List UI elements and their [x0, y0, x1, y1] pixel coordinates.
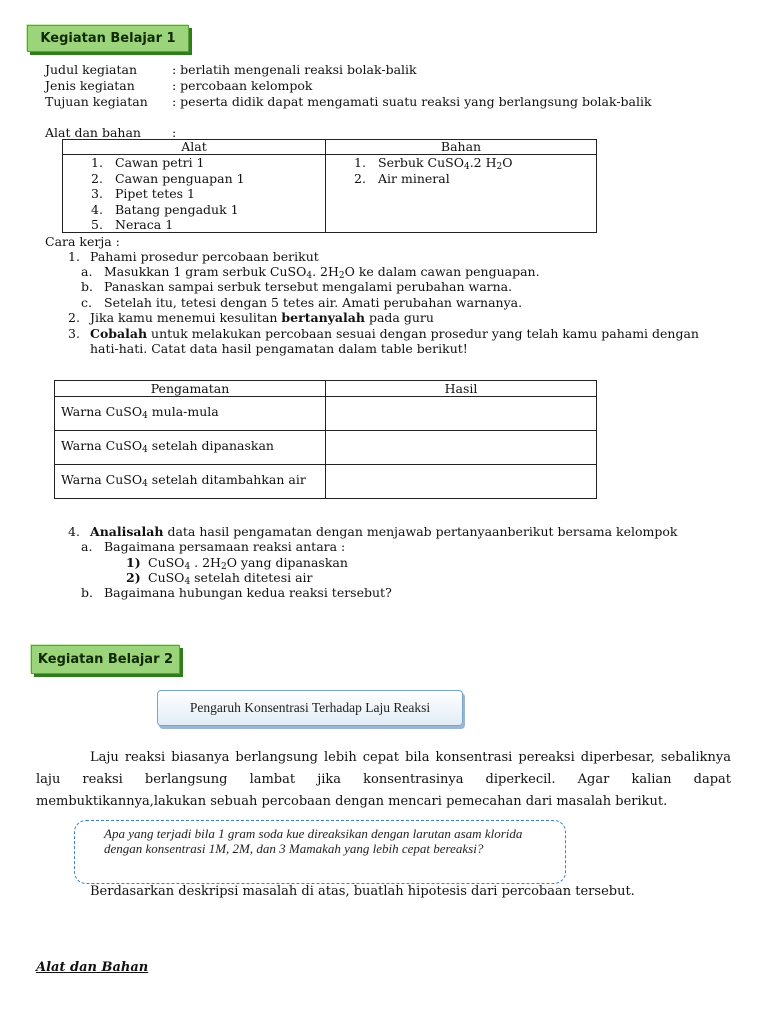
step-3: Cobalah untuk melakukan percobaan sesuai dengan prosedur yang telah kamu pahami dengan [90, 326, 699, 341]
tujuan-label: Tujuan kegiatan [45, 94, 148, 109]
alat-list-cell: 1. Cawan petri 1 2. Cawan penguapan 1 3. Pipet tetes 1 4. Batang pengaduk 1 5. Neraca 1 [63, 155, 326, 233]
hasil-cell[interactable] [326, 397, 597, 431]
bahan-item: Air mineral [378, 171, 450, 186]
table-row: Warna CuSO$_4$ mula-mula [55, 397, 597, 431]
materials-table [62, 139, 597, 233]
hypothesis-instruction: Berdasarkan deskripsi masalah di atas, buatlah hipotesis dari percobaan tersebut. [90, 884, 635, 899]
step-2: Jika kamu menemui kesulitan bertanyalah pada guru [90, 310, 434, 325]
step-4a-1: CuSO$_4$ . $2H_2O$ yang dipanaskan [148, 555, 348, 572]
section-title: Pengaruh Konsentrasi Terhadap Laju Reaksi [189, 700, 431, 715]
alat-item: Neraca 1 [115, 217, 174, 232]
step-1c: Setelah itu, tetesi dengan 5 tetes air. Amati perubahan warnanya. [104, 295, 523, 310]
hasil-cell[interactable] [326, 465, 597, 499]
table-row: Warna CuSO$_4$ setelah ditambahkan air [55, 465, 597, 499]
section-title-box [157, 690, 463, 726]
alat-bahan-label: Alat dan bahan [45, 125, 141, 140]
intro-paragraph: Laju reaksi biasanya berlangsung lebih cepat bila konsentrasi pereaksi diperbesar, sebaliknya laju reaksi berlangsung lambat jika konsentrasinya diperkecil. Agar kalian dapat membuktikannya,lakukan sebuah percobaan dengan mencari pemecahan dari masalah berikut. [36, 750, 731, 809]
kegiatan-belajar-1-badge: Kegiatan Belajar 1 [27, 25, 189, 52]
bahan-list-cell: 1. Serbuk CuSO$_4$.2 $H_2O$ 2. Air mineral [326, 155, 597, 233]
tujuan-value: : peserta didik dapat mengamati suatu reaksi yang berlangsung bolak-balik [172, 94, 652, 109]
step-4b: Bagaimana hubungan kedua reaksi tersebut? [104, 585, 392, 600]
alat-bahan-colon: : [172, 125, 177, 140]
kegiatan-belajar-2-badge: Kegiatan Belajar 2 [31, 645, 180, 674]
judul-label: Judul kegiatan [45, 62, 138, 77]
step-3-cont: hati-hati. Catat data hasil pengamatan dalam table berikut! [90, 341, 468, 356]
problem-question: Apa yang terjadi bila 1 gram soda kue direaksikan dengan larutan asam klorida dengan konsentrasi 1M, 2M, dan 3 Mamakah yang lebih cepat bereaksi? [104, 826, 523, 856]
step-4: Analisalah data hasil pengamatan dengan menjawab pertanyaanberikut bersama kelompok [90, 524, 678, 539]
table-row: Warna CuSO$_4$ setelah dipanaskan [55, 431, 597, 465]
cara-kerja-label: Cara kerja : [45, 234, 120, 249]
alat-item: Pipet tetes 1 [115, 186, 195, 201]
jenis-label: Jenis kegiatan [45, 78, 135, 93]
step-4a: Bagaimana persamaan reaksi antara : [104, 539, 346, 554]
step-1a: Masukkan 1 gram serbuk CuSO$_4$. $2H_2O$ ke dalam cawan penguapan. [104, 264, 540, 281]
alat-item: Cawan penguapan 1 [115, 171, 245, 186]
bahan-item: Serbuk CuSO$_4$.2 $H_2O$ [378, 155, 513, 172]
observation-table [54, 380, 597, 499]
alat-header: Alat [63, 140, 326, 155]
pengamatan-header: Pengamatan [55, 381, 326, 397]
hasil-cell[interactable] [326, 431, 597, 465]
step-4a-2: CuSO$_4$ setelah ditetesi air [148, 570, 313, 587]
step-1: Pahami prosedur percobaan berikut [90, 249, 319, 264]
alat-item: Cawan petri 1 [115, 155, 205, 170]
step-1b: Panaskan sampai serbuk tersebut mengalami perubahan warna. [104, 279, 513, 294]
jenis-value: : percobaan kelompok [172, 78, 313, 93]
alat-bahan-heading: Alat dan Bahan [36, 960, 149, 975]
bahan-header: Bahan [326, 140, 597, 155]
alat-item: Batang pengaduk 1 [115, 202, 239, 217]
hasil-header: Hasil [326, 381, 597, 397]
judul-value: : berlatih mengenali reaksi bolak-balik [172, 62, 417, 77]
